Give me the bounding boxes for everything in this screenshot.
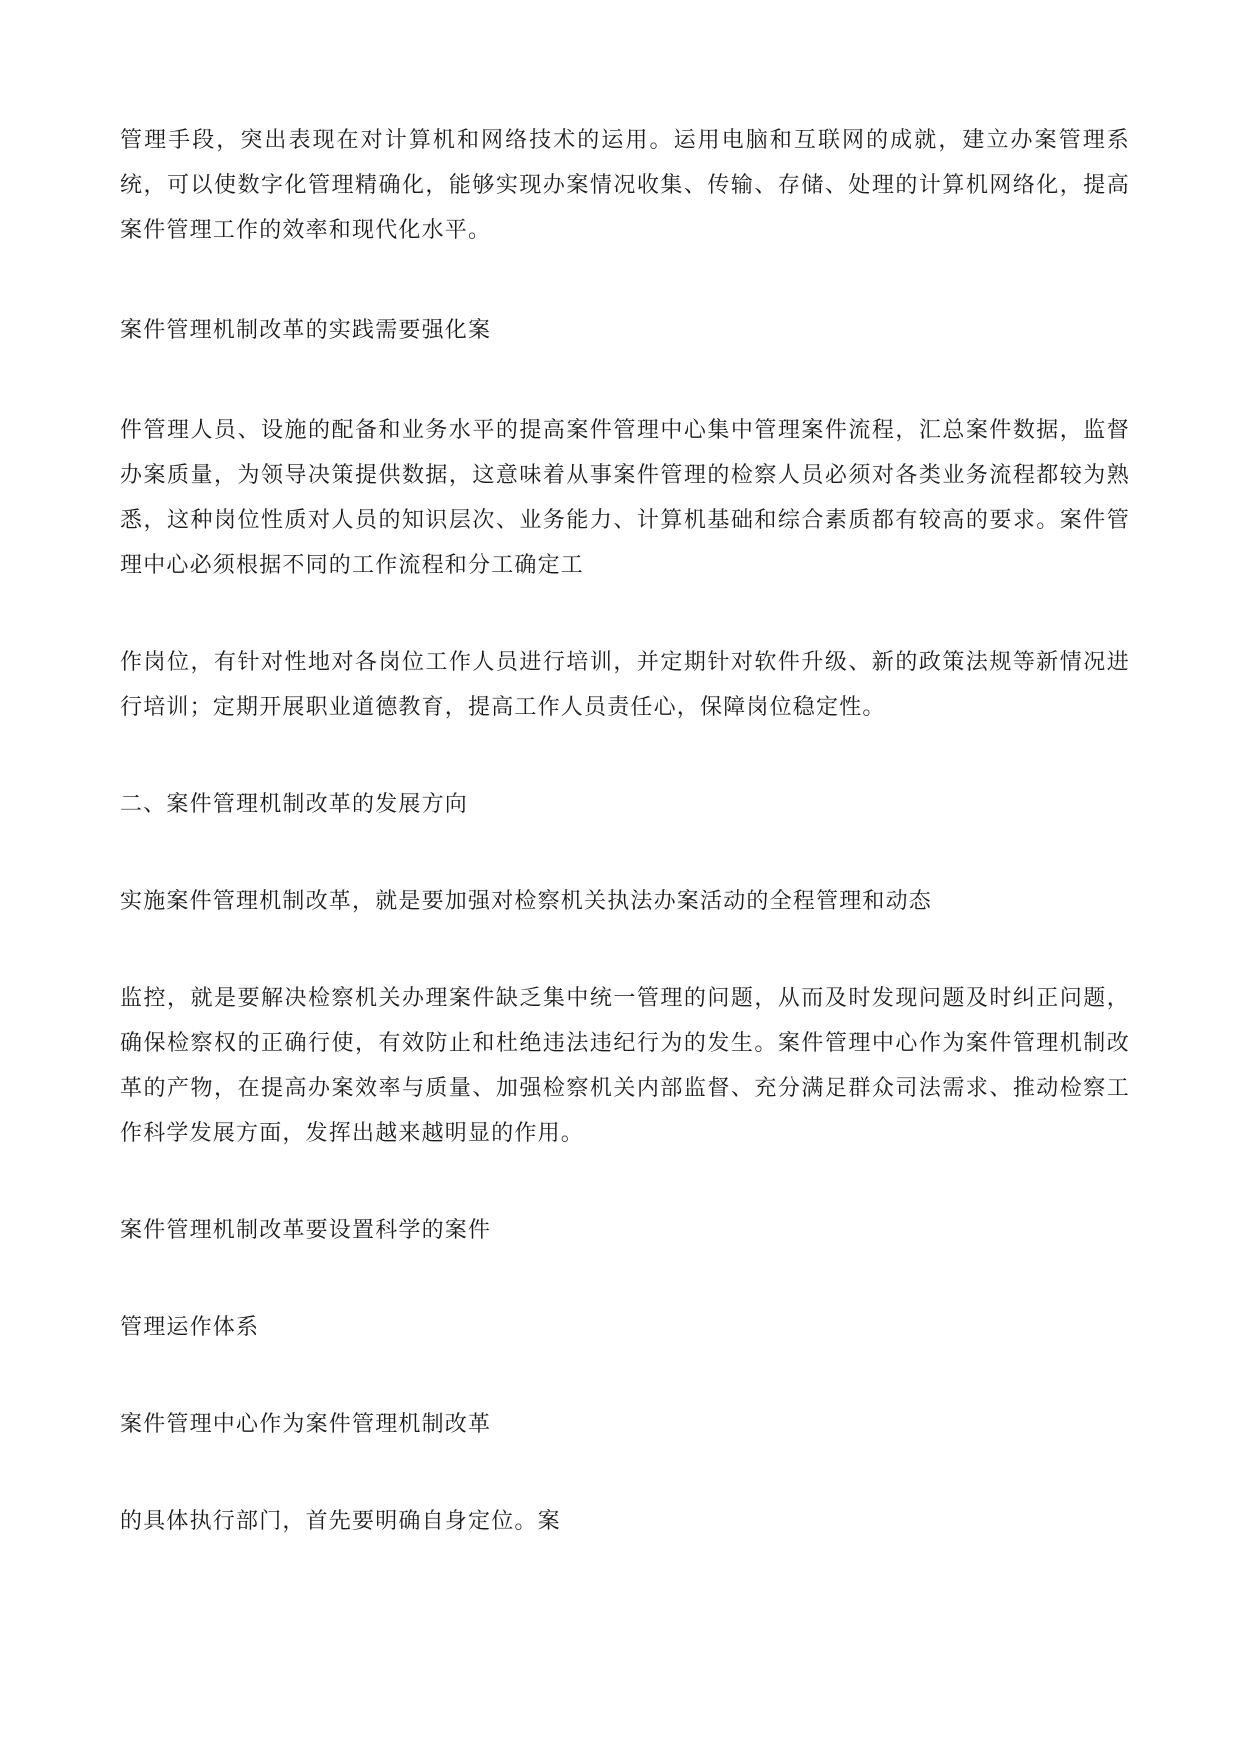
paragraph-6: 监控，就是要解决检察机关办理案件缺乏集中统一管理的问题，从而及时发现问题及时纠正问题，确保检察权的正确行使，有效防止和杜绝违法违纪行为的发生。案件管理中心作为案件管理机制改革的产物，在提高办案效率与质量、加强检察机关内部监督、充分满足群众司法需求、推动检察工作科学发展方面，发挥出越来越明显的作用。	[120, 986, 1130, 1146]
paragraph-5: 实施案件管理机制改革，就是要加强对检察机关执法办案活动的全程管理和动态	[120, 889, 933, 914]
paragraph-7: 案件管理机制改革要设置科学的案件	[120, 1218, 492, 1243]
paragraph-2: 案件管理机制改革的实践需要强化案	[120, 318, 492, 343]
paragraph-8: 管理运作体系	[120, 1315, 260, 1340]
paragraph-9: 案件管理中心作为案件管理机制改革	[120, 1412, 492, 1437]
paragraph-1: 管理手段，突出表现在对计算机和网络技术的运用。运用电脑和互联网的成就，建立办案管理系统，可以使数字化管理精确化，能够实现办案情况收集、传输、存储、处理的计算机网络化，提高案件管理工作的效率和现代化水平。	[120, 128, 1130, 243]
paragraph-3: 件管理人员、设施的配备和业务水平的提高案件管理中心集中管理案件流程，汇总案件数据，监督办案质量，为领导决策提供数据，这意味着从事案件管理的检察人员必须对各类业务流程都较为熟悉，这种岗位性质对人员的知识层次、业务能力、计算机基础和综合素质都有较高的要求。案件管理中心必须根据不同的工作流程和分工确定工	[120, 418, 1130, 578]
paragraph-10: 的具体执行部门，首先要明确自身定位。案	[120, 1509, 561, 1534]
document-body	[120, 118, 1130, 1544]
paragraph-4: 作岗位，有针对性地对各岗位工作人员进行培训，并定期针对软件升级、新的政策法规等新情况进行培训；定期开展职业道德教育，提高工作人员责任心，保障岗位稳定性。	[120, 650, 1130, 720]
section-heading: 二、案件管理机制改革的发展方向	[120, 792, 469, 817]
